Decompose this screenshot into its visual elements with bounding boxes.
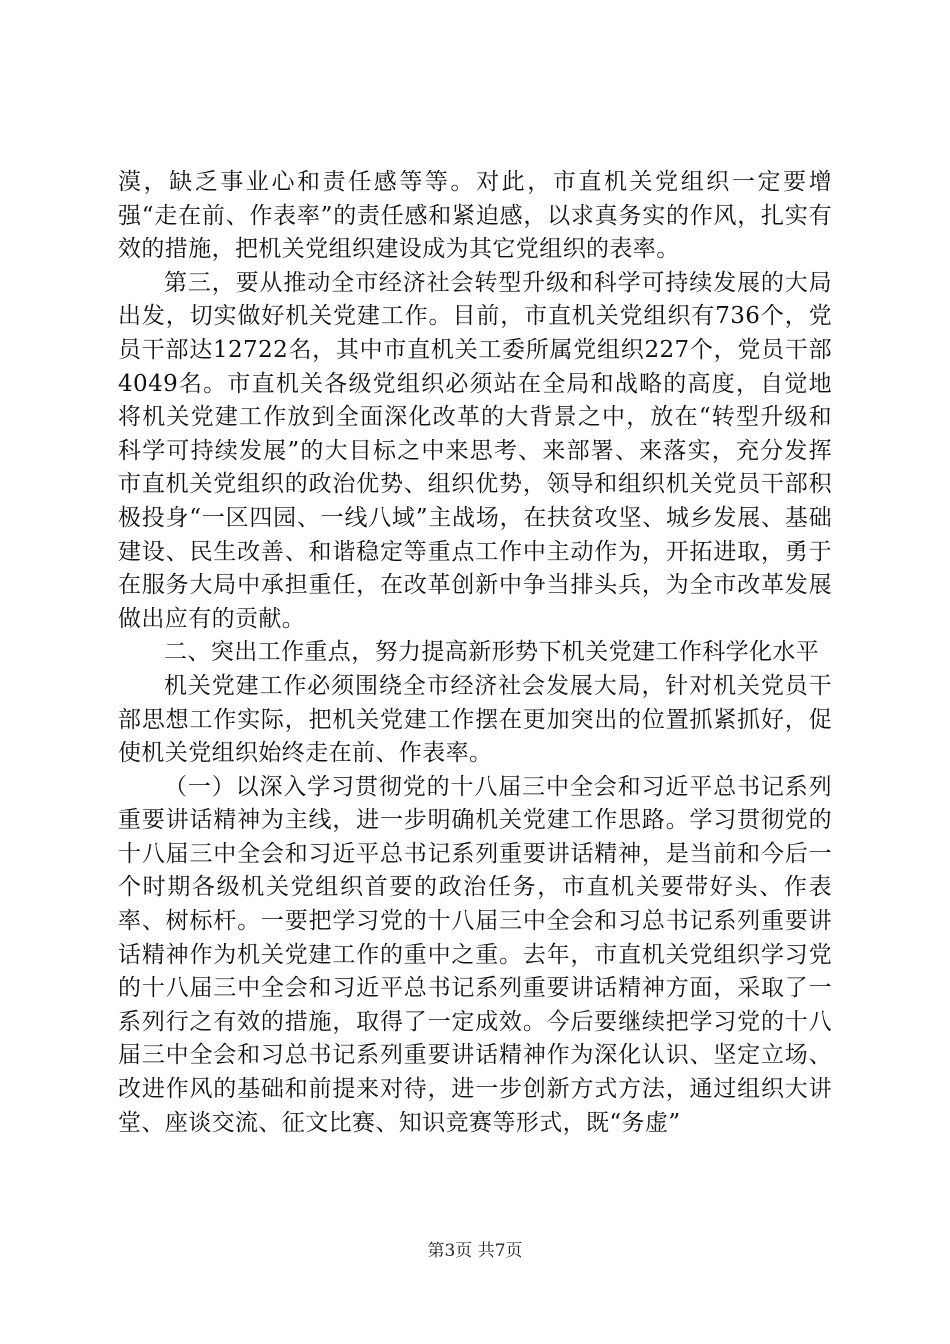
section-heading-two: 二、突出工作重点，努力提高新形势下机关党建工作科学化水平: [164, 639, 820, 666]
paragraph-item-one: （一）以深入学习贯彻党的十八届三中全会和习近平总书记系列重要讲话精神为主线，进一步明确机关党建工作思路。学习贯彻党的十八届三中全会和习近平总书记系列重要讲话精神，是当前和今后一个时期各级机关党组织首要的政治任务，市直机关要带好头、作表率、树标杆。一要把学习党的十八届三中全会和习总书记系列重要讲话精神作为机关党建工作的重中之重。去年，市直机关党组织学习党的十八届三中全会和习近平总书记系列重要讲话精神方面，采取了一系列行之有效的措施，取得了一定成效。今后要继续把学习党的十八届三中全会和习总书记系列重要讲话精神作为深化认识、坚定立场、改进作风的基础和前提来对待，进一步创新方式方法，通过组织大讲堂、座谈交流、征文比赛、知识竞赛等形式，既“务虚”: [118, 773, 832, 1136]
page-number-footer: 第3页 共7页: [427, 1241, 523, 1261]
paragraph-third-point: 第三，要从推动全市经济社会转型升级和科学可持续发展的大局出发，切实做好机关党建工作。目前，市直机关党组织有736个，党员干部达12722名，其中市直机关工委所属党组织227个，党员干部4049名。市直机关各级党组织必须站在全局和战略的高度，自觉地将机关党建工作放到全面深化改革的大背景之中，放在“转型升级和科学可持续发展”的大目标之中来思考、来部署、来落实，充分发挥市直机关党组织的政治优势、组织优势，领导和组织机关党员干部积极投身“一区四园、一线八域”主战场，在扶贫攻坚、城乡发展、基础建设、民生改善、和谐稳定等重点工作中主动作为，开拓进取，勇于在服务大局中承担重任，在改革创新中争当排头兵，为全市改革发展做出应有的贡献。: [118, 269, 832, 632]
document-body: [118, 166, 832, 1140]
paragraph-intro: 机关党建工作必须围绕全市经济社会发展大局，针对机关党员干部思想工作实际，把机关党建工作摆在更加突出的位置抓紧抓好，促使机关党组织始终走在前、作表率。: [118, 672, 832, 767]
paragraph-continuation: 漠，缺乏事业心和责任感等等。对此，市直机关党组织一定要增强“走在前、作表率”的责任感和紧迫感，以求真务实的作风，扎实有效的措施，把机关党组织建设成为其它党组织的表率。: [118, 169, 832, 263]
